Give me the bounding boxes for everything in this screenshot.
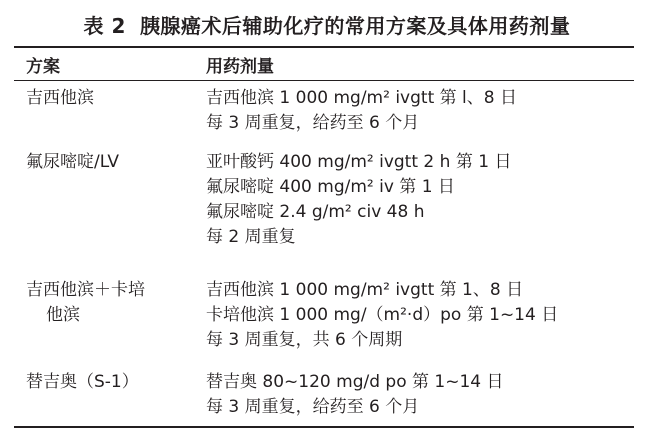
header-dosage: 用药剂量	[206, 57, 274, 77]
row-2-scheme: 氟尿嘧啶/LV	[26, 152, 119, 172]
row-3-scheme: 吉西他滨＋卡培 他滨	[26, 280, 145, 325]
caption-title: 胰腺癌术后辅助化疗的常用方案及具体用药剂量	[139, 14, 571, 38]
bottom-rule	[14, 426, 634, 428]
row-1-scheme: 吉西他滨	[26, 88, 94, 108]
row-4-scheme: 替吉奥（S-1）	[26, 372, 139, 392]
header-rule	[14, 80, 634, 81]
header-scheme: 方案	[26, 57, 60, 77]
row-3-dosage: 吉西他滨 1 000 mg/m² ivgtt 第 1、8 日 卡培他滨 1 000 mg/（m²·d）po 第 1~14 日 每 3 周重复，共 6 个周期	[206, 280, 559, 350]
row-1-dosage: 吉西他滨 1 000 mg/m² ivgtt 第 l、8 日 每 3 周重复，给药至 6 个月	[206, 88, 517, 133]
row-4-dosage: 替吉奥 80~120 mg/d po 第 1~14 日 每 3 周重复，给药至 6 个月	[206, 372, 504, 417]
caption-label: 表 2	[83, 14, 126, 38]
row-2-dosage: 亚叶酸钙 400 mg/m² ivgtt 2 h 第 1 日 氟尿嘧啶 400 mg/m² iv 第 1 日 氟尿嘧啶 2.4 g/m² civ 48 h 每 2 周重复	[206, 152, 512, 247]
table-caption	[0, 10, 648, 39]
top-rule	[14, 46, 634, 48]
